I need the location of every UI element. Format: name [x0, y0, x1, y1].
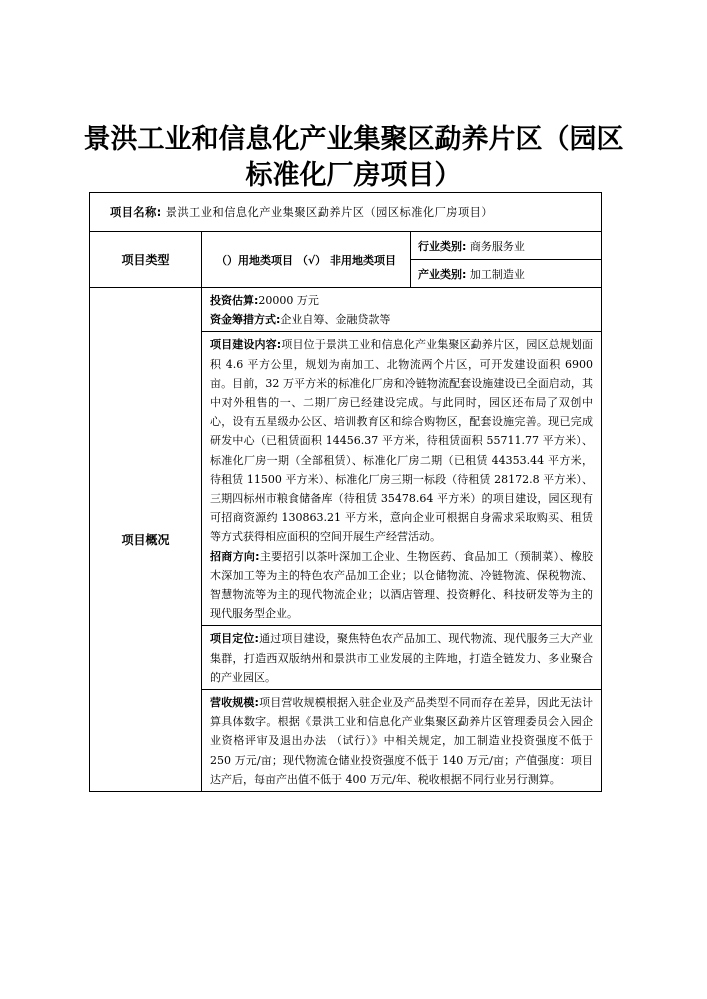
- investment-line: [210, 291, 593, 310]
- positioning-cell: [202, 626, 602, 690]
- funding-value: 企业自筹、金融贷款等: [280, 313, 391, 327]
- project-name-value: 景洪工业和信息化产业集聚区勐养片区（园区标准化厂房项目）: [165, 206, 494, 219]
- scale-value: 项目营收规模根据入驻企业及产品类型不同而存在差异，因此无法计算具体数字。根据《景洪工业和信息化产业集聚区勐养片区管理委员会入园企业资格评审及退出办法 （试行）》中相关规定，加工制造业投资强度不低于 250 万元/亩；现代物流仓储业投资强度不低于 140 万元/亩；产值强度：项目达产后，每亩产出值不低于 400 万元/年、税收根据不同行业另行测算。: [210, 696, 594, 786]
- project-name-row: [90, 193, 602, 232]
- attract-label: 招商方向:: [210, 549, 260, 563]
- project-table: [89, 192, 602, 792]
- investment-value: 20000 万元: [258, 294, 319, 307]
- title-line-1: 景洪工业和信息化产业集聚区勐养片区（园区: [83, 124, 624, 155]
- project-type-value: （）用地类项目 （√） 非用地类项目: [202, 232, 411, 288]
- funding-line: [210, 310, 593, 329]
- industry-value: 商务服务业: [469, 239, 525, 253]
- sector-value: 加工制造业: [469, 267, 525, 281]
- sector-label: 产业类别:: [418, 267, 467, 281]
- overview-row-1: [90, 288, 602, 332]
- content-label: 项目建设内容:: [210, 338, 282, 352]
- document-title: [60, 122, 647, 194]
- construction-content-cell: [202, 332, 602, 626]
- content-value: 项目位于景洪工业和信息化产业集聚区勐养片区，园区总规划面积 4.6 平方公里，规划为南加工、北物流两个片区，可开发建设面积 6900 亩。目前，32 万平方米的标准化厂房和冷链物流配套设施建设已全面启动，其中对外租售的一、二期厂房已经建设完成。与此同时，园区还布局了双创中心，设有五星级办公区、培训教育区和综合购物区，配套设施完善。现已完成研发中心（已租赁面积 14456.37 平方米，待租赁面积 55711.77 平方米）、标准化厂房一期（全部租赁）、标准化厂房二期（已租赁 44353.44 平方米，待租赁 11500 平方米）、标准化厂房三期一标段（待租赁 28172.8 平方米）、三期四标州市粮食储备库（待租赁 35478.64 平方米）的项目建设，园区现有可招商资源约 130863.21 平方米，意向企业可根据自身需求采取购买、租赁等方式获得相应面积的空间开展生产经营活动。: [210, 338, 593, 544]
- industry-cell: [411, 232, 602, 260]
- attract-value: 主要招引以茶叶深加工企业、生物医药、食品加工（预制菜）、橡胶木深加工等为主的特色农产品加工企业；以仓储物流、冷链物流、保税物流、智慧物流等为主的现代物流企业；以酒店管理、投资孵化、科技研发等为主的现代服务型企业。: [210, 549, 593, 621]
- industry-label: 行业类别:: [418, 239, 467, 253]
- construction-content: [210, 335, 593, 546]
- position-label: 项目定位:: [210, 632, 259, 646]
- attract-direction: [210, 547, 593, 624]
- funding-label: 资金筹措方式:: [210, 313, 281, 327]
- revenue-scale-cell: [202, 690, 602, 792]
- project-type-row-1: [90, 232, 602, 260]
- overview-label: 项目概况: [90, 288, 202, 792]
- project-name-cell: [90, 193, 602, 232]
- project-type-label: 项目类型: [90, 232, 202, 288]
- project-name-label: 项目名称:: [110, 206, 162, 219]
- investment-label: 投资估算:: [210, 294, 259, 307]
- position-value: 通过项目建设，聚焦特色农产品加工、现代物流、现代服务三大产业集群，打造西双版纳州和景洪市工业发展的主阵地，打造全链发力、多业聚合的产业园区。: [210, 632, 594, 684]
- scale-label: 营收规模:: [210, 696, 259, 710]
- sector-cell: [411, 260, 602, 288]
- overview-main-cell: [202, 288, 602, 332]
- title-line-2: 标准化厂房项目）: [245, 160, 462, 191]
